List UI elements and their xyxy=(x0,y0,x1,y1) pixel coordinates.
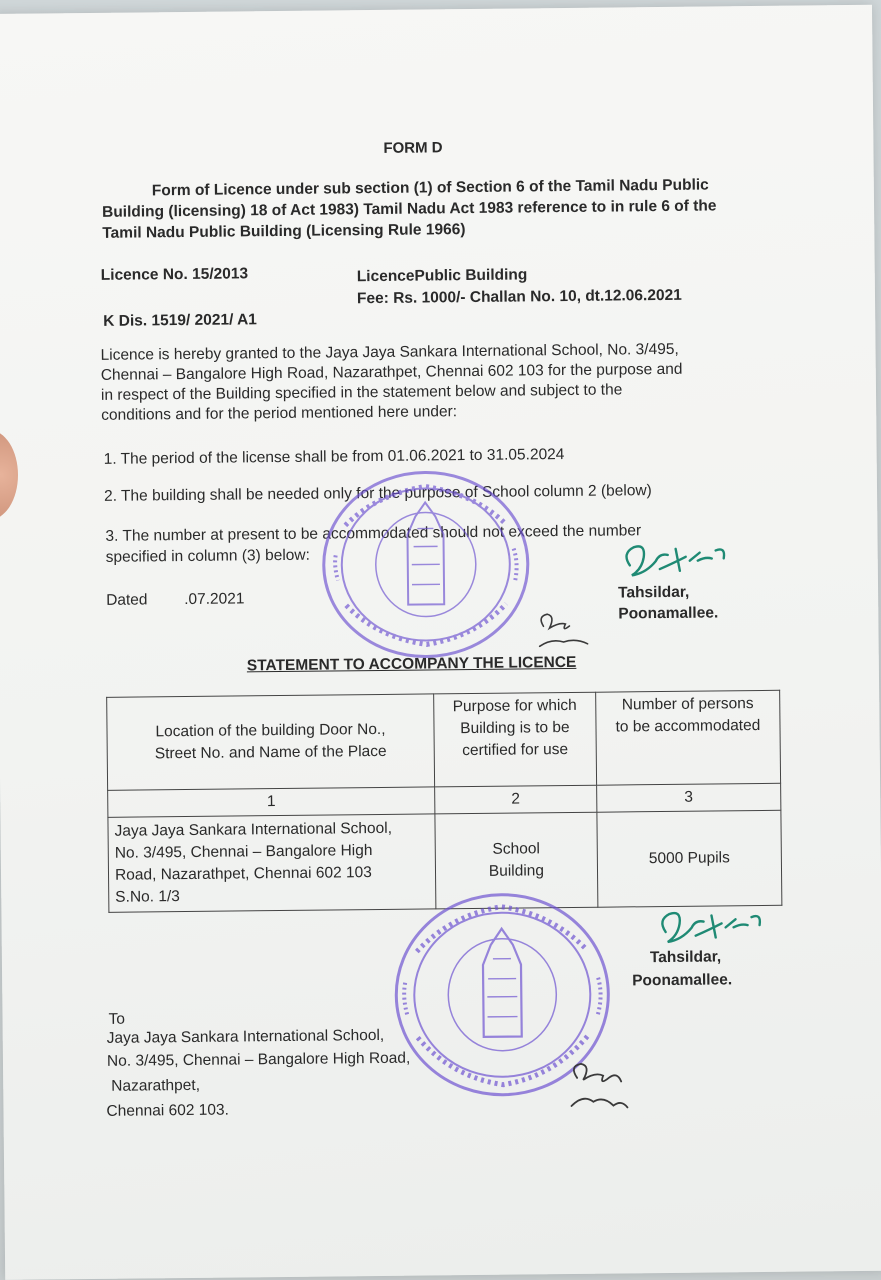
header-text: to be accommodated xyxy=(615,716,761,736)
header-text: certified for use xyxy=(462,741,569,760)
grant-line: conditions and for the period mentioned here under: xyxy=(101,403,458,424)
dated-label: Dated xyxy=(106,591,148,609)
licence-statement-table xyxy=(106,690,782,913)
dated-value: .07.2021 xyxy=(184,590,245,609)
statement-title: STATEMENT TO ACCOMPANY THE LICENCE xyxy=(246,653,577,675)
intro-line: Building (licensing) 18 of Act 1983) Tamil Nadu Act 1983 reference to in rule 6 of the xyxy=(101,197,717,221)
header-text: Location of the building Door No., xyxy=(155,720,386,741)
cell-text: Jaya Jaya Sankara International School, xyxy=(114,819,393,840)
header-text: Purpose for which xyxy=(452,696,577,716)
grant-line: Licence is hereby granted to the Jaya Jaya Sankara International School, No. 3/495, xyxy=(100,340,679,364)
column-number: 2 xyxy=(435,785,597,814)
official-seal-stamp xyxy=(386,886,618,1108)
intro-line: Tamil Nadu Public Building (Licensing Rule 1966) xyxy=(102,221,466,242)
address-line: No. 3/495, Chennai – Bangalore High Road, xyxy=(106,1049,411,1070)
to-label: To xyxy=(108,1010,125,1028)
intro-line: Form of Licence under sub section (1) of Section 6 of the Tamil Nadu Public xyxy=(151,176,709,200)
cell-text: School xyxy=(492,840,540,858)
table-row xyxy=(108,810,782,912)
address-line: Jaya Jaya Sankara International School, xyxy=(106,1026,385,1047)
cell-persons: 5000 Pupils xyxy=(597,810,782,907)
condition-3-line-2: specified in column (3) below: xyxy=(105,546,310,566)
initials-signature xyxy=(533,608,593,654)
address-line: Nazarathpet, xyxy=(111,1076,201,1095)
licence-number: Licence No. 15/2013 xyxy=(100,265,249,284)
header-text: Street No. and Name of the Place xyxy=(154,742,387,763)
licence-fee: Fee: Rs. 1000/- Challan No. 10, dt.12.06.2021 xyxy=(356,286,682,308)
grant-paragraph xyxy=(100,339,746,426)
cell-text: Road, Nazarathpet, Chennai 602 103 xyxy=(114,864,372,884)
header-location xyxy=(107,694,435,790)
column-number: 3 xyxy=(596,783,780,812)
licence-type: LicencePublic Building xyxy=(356,266,528,286)
header-purpose xyxy=(434,692,597,787)
grant-line: in respect of the Building specified in the statement below and subject to the xyxy=(100,381,623,404)
table-header-row xyxy=(107,690,781,790)
header-text: Number of persons xyxy=(621,695,754,714)
initials-signature xyxy=(563,1055,634,1116)
signatory-place-2: Poonamallee. xyxy=(632,971,733,990)
cell-text: Building xyxy=(488,862,545,880)
header-text: Building is to be xyxy=(460,718,570,738)
cell-location xyxy=(108,814,436,912)
signatory-place: Poonamallee. xyxy=(618,604,719,623)
form-title: FORM D xyxy=(383,139,443,157)
condition-1: 1. The period of the license shall be from 01.06.2021 to 31.05.2024 xyxy=(103,446,565,468)
condition-3-line-1: 3. The number at present to be accommodated should not exceed the number xyxy=(105,522,642,545)
k-dis-reference: K Dis. 1519/ 2021/ A1 xyxy=(103,311,257,330)
grant-line: Chennai – Bangalore High Road, Nazarathpet, Chennai 602 103 for the purpose and xyxy=(100,360,683,384)
intro-paragraph xyxy=(102,174,743,244)
address-line: Chennai 602 103. xyxy=(106,1101,229,1120)
signatory-title-2: Tahsildar, xyxy=(649,948,722,967)
header-persons xyxy=(596,690,781,785)
cell-purpose xyxy=(435,812,598,909)
cell-text: S.No. 1/3 xyxy=(115,888,180,906)
condition-2: 2. The building shall be needed only for the purpose of School column 2 (below) xyxy=(103,482,652,505)
cell-text: No. 3/495, Chennai – Bangalore High xyxy=(114,842,373,862)
document-page xyxy=(0,5,881,1280)
signatory-title: Tahsildar, xyxy=(618,583,690,602)
column-number: 1 xyxy=(108,787,435,817)
